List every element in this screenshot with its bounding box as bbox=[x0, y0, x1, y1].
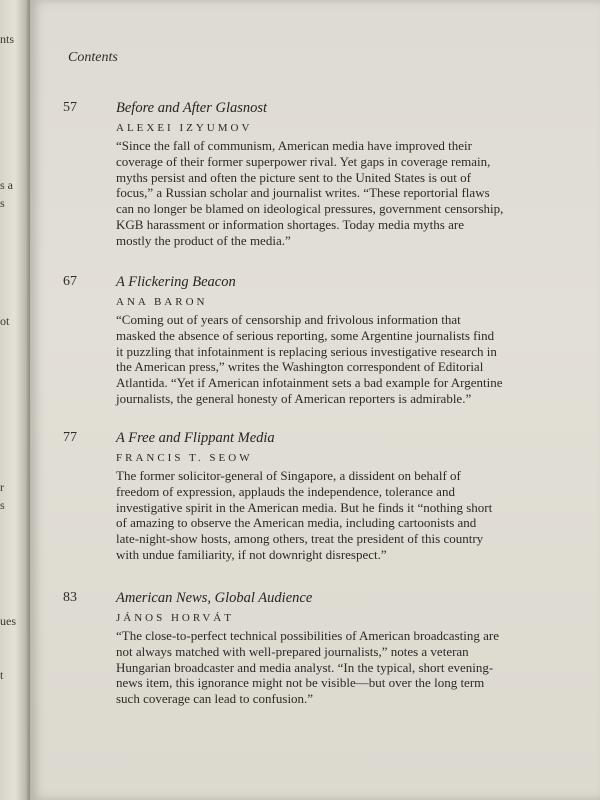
left-fragment: s bbox=[0, 196, 5, 210]
summary-line: KGB harassment or information shortages. Today media myths are bbox=[116, 216, 464, 232]
summary-line: mostly the product of the media.” bbox=[116, 232, 291, 248]
entry-title: American News, Global Audience bbox=[116, 590, 313, 606]
summary-line: “Coming out of years of censorship and frivolous information that bbox=[116, 312, 461, 327]
entry-summary bbox=[116, 628, 526, 707]
left-fragment: ot bbox=[0, 314, 10, 328]
summary-line: it puzzling that infotainment is replacing serious investigative research in bbox=[116, 343, 497, 359]
summary-line: Hungarian broadcaster and media analyst. “In the typical, short evening- bbox=[116, 659, 494, 675]
summary-line: late-night-show hosts, among others, treat the president of this country bbox=[116, 531, 484, 547]
left-fragment: s bbox=[0, 498, 5, 512]
entry-title: A Flickering Beacon bbox=[116, 274, 236, 290]
summary-line: Atlantida. “Yet if American infotainment sets a bad example for Argentine bbox=[116, 375, 503, 391]
summary-line: myths persist and often the picture sent to the United States is out of bbox=[116, 169, 471, 185]
facing-page-edge bbox=[0, 0, 30, 800]
summary-line: news item, this ignorance might not be visible—but over the long term bbox=[116, 675, 485, 691]
left-fragment: s a bbox=[0, 178, 13, 192]
entry-author: ALEXEI IZYUMOV bbox=[116, 122, 253, 134]
left-fragment: ues bbox=[0, 614, 16, 628]
entry-page-number: 83 bbox=[63, 590, 77, 605]
entry-author: ANA BARON bbox=[116, 296, 208, 308]
entry-summary bbox=[116, 468, 526, 563]
contents-page bbox=[30, 0, 600, 800]
summary-line: masked the absence of serious reporting, some Argentine journalists find bbox=[116, 327, 495, 343]
left-fragment: r bbox=[0, 480, 4, 494]
entry-author: FRANCIS T. SEOW bbox=[116, 452, 253, 464]
summary-line: “Since the fall of communism, American media have improved their bbox=[116, 138, 472, 153]
entry-page-number: 77 bbox=[63, 430, 77, 445]
entry-summary bbox=[116, 138, 526, 249]
summary-line: investigative spirit in the American media. But he finds it “nothing short bbox=[116, 499, 493, 515]
entry-title: A Free and Flippant Media bbox=[116, 430, 275, 446]
running-head: Contents bbox=[68, 50, 118, 65]
entry-author: JÁNOS HORVÁT bbox=[116, 612, 234, 624]
entry-page-number: 67 bbox=[63, 274, 77, 289]
summary-line: “The close-to-perfect technical possibilities of American broadcasting are bbox=[116, 628, 499, 643]
entry-summary bbox=[116, 312, 526, 407]
summary-line: of amazing to observe the American media, including cartoonists and bbox=[116, 515, 477, 531]
summary-line: such coverage can lead to confusion.” bbox=[116, 691, 314, 707]
summary-line: freedom of expression, applauds the independence, tolerance and bbox=[116, 483, 455, 499]
summary-line: with undue familiarity, if not downright disrespect.” bbox=[116, 546, 387, 562]
summary-line: The former solicitor-general of Singapore, a dissident on behalf of bbox=[116, 468, 461, 483]
summary-line: focus,” a Russian scholar and journalist writes. “These reportorial flaws bbox=[116, 185, 490, 201]
entry-title: Before and After Glasnost bbox=[116, 100, 268, 116]
left-fragment: t bbox=[0, 668, 4, 682]
entry-page-number: 57 bbox=[63, 100, 77, 115]
summary-line: can no longer be blamed on ideological pressures, government censorship, bbox=[116, 201, 504, 217]
summary-line: coverage of their former superpower rival. Yet gaps in coverage remain, bbox=[116, 153, 491, 169]
summary-line: not always matched with well-prepared journalists,” notes a veteran bbox=[116, 643, 469, 659]
summary-line: the American press,” writes the Washington correspondent of Editorial bbox=[116, 359, 484, 375]
left-fragment: nts bbox=[0, 32, 15, 46]
summary-line: journalists, the general honesty of American reporters is admirable.” bbox=[116, 390, 472, 406]
